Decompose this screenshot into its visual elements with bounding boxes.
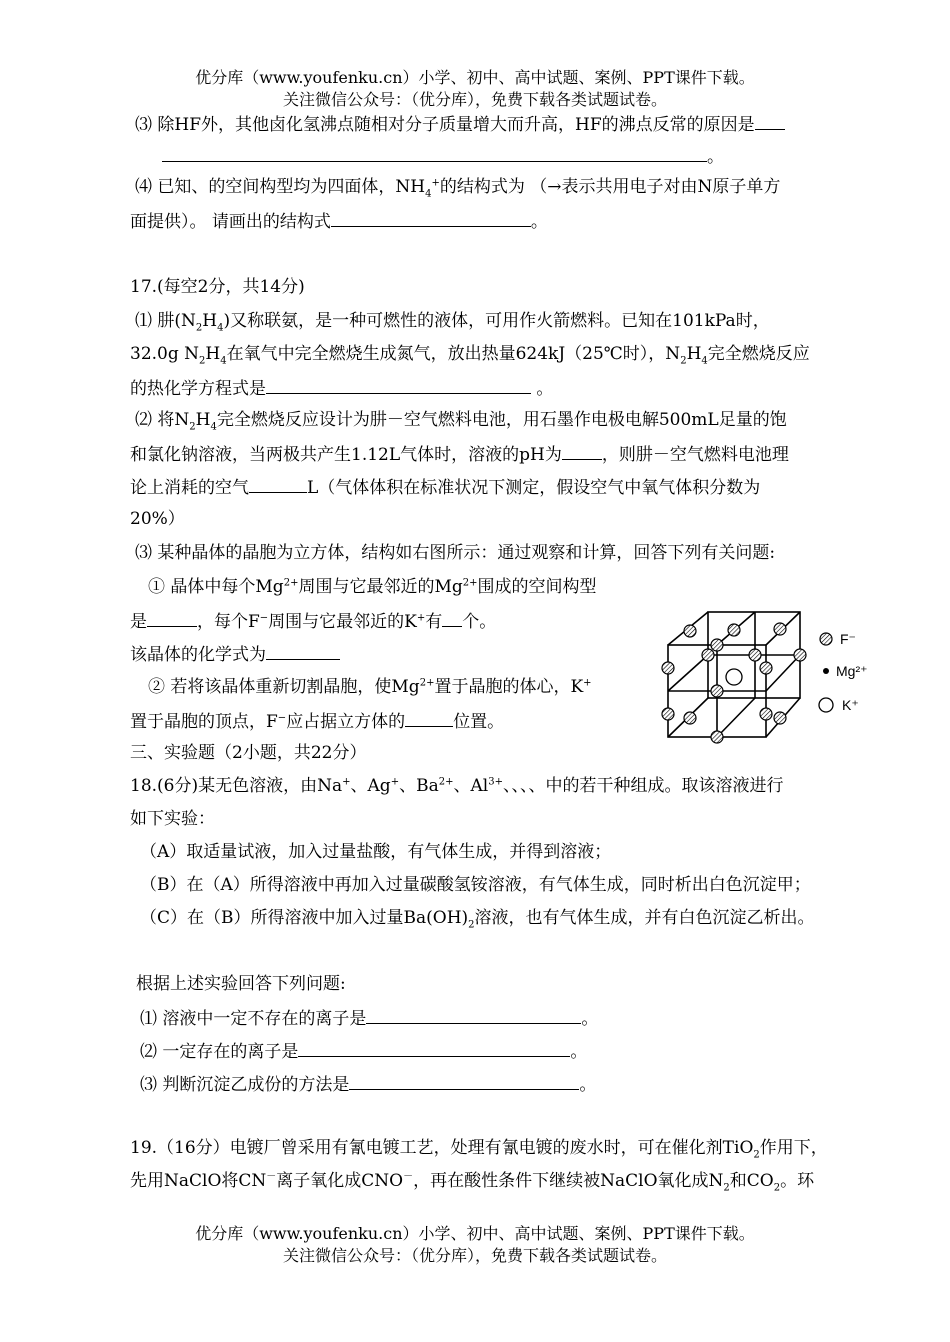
q17-part3-1: ① 晶体中每个$Mg^{2+}$周围与它最邻近的$Mg^{2+}$围成的空间构型 <box>148 577 597 597</box>
q16-part4: ⑷ 已知、的空间构型均为四面体，$NH_4^+$的结构式为 （→表示共用电子对由N原子单方 <box>135 177 781 200</box>
q19-stem: 19.（16分）电镀厂曾采用有氰电镀工艺，处理有氰电镀的废水时，可在催化剂TiO$_2$作用下， <box>130 1138 828 1161</box>
legend-mg-icon <box>823 668 829 674</box>
answer-blank[interactable] <box>405 709 453 727</box>
q16-part3: ⑶ 除HF外，其他卤化氢沸点随相对分子质量增大而升高，HF的沸点反常的原因是 <box>135 112 785 136</box>
q17-part3-2: ② 若将该晶体重新切割晶胞，使$Mg^{2+}$置于晶胞的体心，K+ <box>148 677 592 697</box>
answer-blank[interactable] <box>562 442 602 460</box>
legend-mg-label: Mg²⁺ <box>836 663 868 679</box>
q18-stem-line2: 如下实验： <box>130 809 215 829</box>
q17-part1-line2: 32.0g $N_2H_4$在氧气中完全燃烧生成氮气，放出热量624kJ（25℃时），$N_2H_4$完全燃烧反应 <box>130 344 810 367</box>
q17-part3-formula: 该晶体的化学式为 <box>130 642 340 666</box>
footer-line-2: 关注微信公众号：（优分库），免费下载各类试题试卷。 <box>282 1246 667 1265</box>
section-3-title: 三、实验题（2小题，共22分） <box>130 743 367 763</box>
q18-question-1: ⑴ 溶液中一定不存在的离子是 。 <box>140 1006 598 1030</box>
q17-part3: ⑶ 某种晶体的晶胞为立方体，结构如右图所示：通过观察和计算，回答下列有关问题: <box>135 543 776 563</box>
q17-part2-line4: 20%） <box>130 509 185 529</box>
crystal-cell-diagram <box>660 600 880 748</box>
q18-intro: 根据上述实验回答下列问题: <box>136 974 346 994</box>
q17-part3-2-line2: 置于晶胞的顶点，F−应占据立方体的 位置。 <box>130 709 504 733</box>
q17-part2-line3: 论上消耗的空气 L（气体体积在标准状况下测定，假设空气中氧气体积分数为 <box>130 475 760 499</box>
q18-step-b: （B）在（A）所得溶液中再加入过量碳酸氢铵溶液，有气体生成，同时析出白色沉淀甲； <box>140 875 811 895</box>
legend-k-icon <box>819 698 833 712</box>
answer-blank[interactable] <box>366 1006 581 1024</box>
answer-blank[interactable] <box>266 642 340 660</box>
q17-part1: ⑴ 肼$(N_2H_4)$又称联氨，是一种可燃性的液体，可用作火箭燃料。已知在101kPa时， <box>135 311 770 334</box>
q17-part2: ⑵ 将$N_2H_4$完全燃烧反应设计为肼－空气燃料电池，用石墨作电极电解500mL足量的饱 <box>135 410 787 433</box>
legend-f-icon <box>820 633 832 645</box>
potassium-ion-center <box>726 669 742 685</box>
q18-question-2: ⑵ 一定存在的离子是 。 <box>140 1039 587 1063</box>
header-line-2: 关注微信公众号：（优分库），免费下载各类试题试卷。 <box>282 90 667 109</box>
answer-blank[interactable] <box>442 609 462 627</box>
answer-blank[interactable] <box>162 144 707 162</box>
legend-k-label: K⁺ <box>842 697 859 713</box>
q16-part3-line2: 。 <box>162 144 724 168</box>
q18-step-c: （C）在（B）所得溶液中加入过量$Ba(OH)_2$溶液，也有气体生成，并有白色沉淀乙析出。 <box>140 908 815 931</box>
footer-line-1: 优分库（www.youfenku.cn）小学、初中、高中试题、案例、PPT课件下载。 <box>195 1224 755 1243</box>
answer-blank[interactable] <box>147 609 197 627</box>
header-line-1: 优分库（www.youfenku.cn）小学、初中、高中试题、案例、PPT课件下载。 <box>195 68 755 87</box>
q19-stem-line2: 先用NaClO将CN－离子氧化成CNO－，再在酸性条件下继续被NaClO氧化成$N_2$和$CO_2$。环 <box>130 1171 815 1194</box>
q16-part4-line2: 面提供）。 请画出的结构式 。 <box>130 209 548 233</box>
answer-blank[interactable] <box>755 112 785 130</box>
q17-title: 17.(每空2分，共14分) <box>130 277 305 297</box>
legend-f-label: F⁻ <box>840 631 856 647</box>
q17-part2-line2: 和氯化钠溶液，当两极共产生1.12L气体时，溶液的pH为 ，则肼－空气燃料电池理 <box>130 442 789 466</box>
answer-blank[interactable] <box>249 475 307 493</box>
answer-blank[interactable] <box>298 1039 570 1057</box>
q18-question-3: ⑶ 判断沉淀乙成份的方法是 。 <box>140 1072 596 1096</box>
q18-step-a: （A）取适量试液，加入过量盐酸，有气体生成，并得到溶液； <box>140 842 612 862</box>
q18-stem: 18.(6分)某无色溶液，由Na+、Ag+、$Ba^{2+}$、$Al^{3+}$、、、、中的若干种组成。取该溶液进行 <box>130 776 784 796</box>
q17-part1-line3: 的热化学方程式是 。 <box>130 376 553 400</box>
answer-blank[interactable] <box>331 209 531 227</box>
answer-blank[interactable] <box>349 1072 579 1090</box>
answer-blank[interactable] <box>266 376 531 394</box>
q17-part3-1-line2: 是 ，每个F−周围与它最邻近的K+有 个。 <box>130 609 496 633</box>
